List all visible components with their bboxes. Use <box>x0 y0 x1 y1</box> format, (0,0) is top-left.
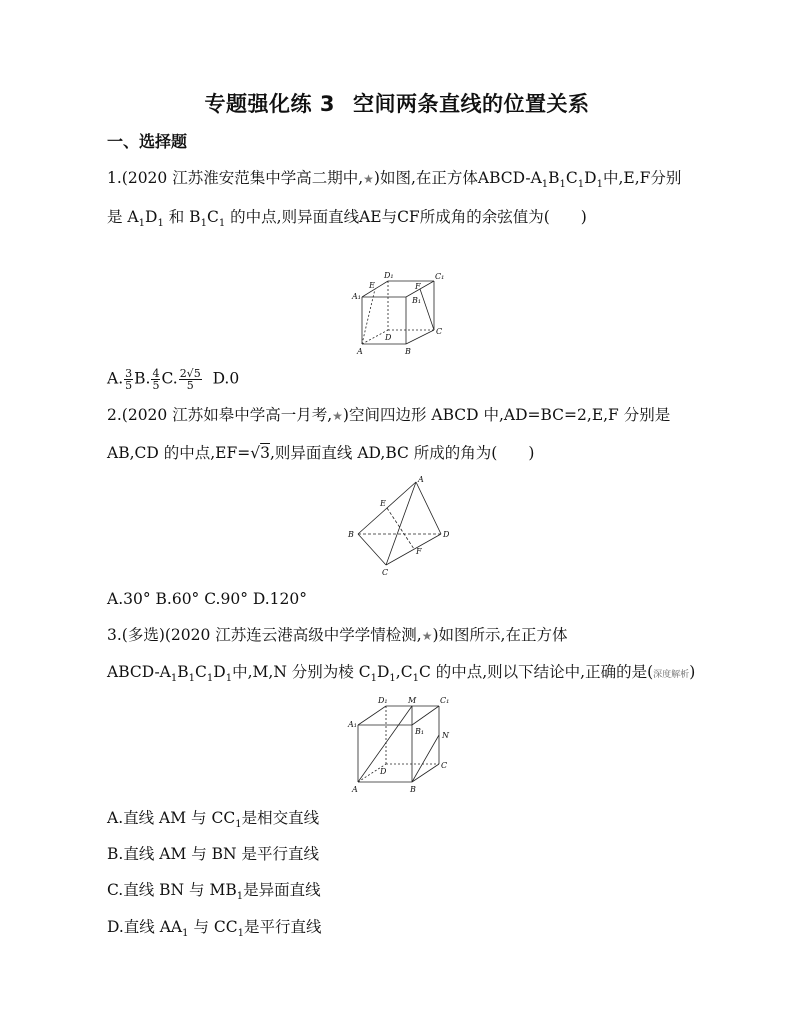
q3-label-N: N <box>442 731 449 740</box>
q1-line2b: 和 B <box>168 208 201 226</box>
q1-options <box>107 368 239 391</box>
q2-options: A.30° B.60° C.90° D.120° <box>107 590 308 608</box>
q1-b-den: 5 <box>152 379 160 392</box>
q1-label-F: F <box>415 282 421 291</box>
q3-a-pre: A.直线 AM 与 CC <box>107 809 236 827</box>
q2-stem-line1 <box>107 405 670 426</box>
q2-label-B: B <box>348 530 354 539</box>
q3-a-post: 是相交直线 <box>241 809 320 827</box>
q1-label-C1: C₁ <box>435 272 445 281</box>
q3-stem-line2: ABCD-$A_1B_1C_1D_1$中,M,N 分别为棱 $C_1D_1,C_1C$ 的中点,则以下结论中,正确的是(深度解析) <box>107 663 696 685</box>
q3-stem-pre: 3.(多选)(2020 江苏连云港高级中学学情检测, <box>107 626 422 644</box>
q1-a-den: 5 <box>125 379 133 392</box>
q3-d-post2: 是平行直线 <box>243 918 322 936</box>
q1-label-A1: A₁ <box>352 292 361 301</box>
q1-b-num: 4 <box>152 367 160 380</box>
q1-label-E: E <box>369 281 375 290</box>
q1-stem-line1: 1.(2020 江苏淮安范集中学高二期中,★)如图,在正方体ABCD-$A_1B_1C_1D_1$中,E,F分别 <box>107 169 682 191</box>
q2-label-D: D <box>443 530 450 539</box>
q1-option-c: C. <box>161 369 178 388</box>
difficulty-star-icon: ★ <box>332 409 343 423</box>
page-title <box>0 88 794 118</box>
q3-deep-analysis-note: 深度解析 <box>653 670 690 680</box>
q3-c-sub: 1 <box>236 891 244 903</box>
q2-line2a: AB,CD 的中点,EF= <box>107 444 251 462</box>
q3-option-b <box>107 844 319 864</box>
q1-cube-figure <box>348 268 448 360</box>
q3-label-A: A <box>352 785 358 794</box>
q1-stem-line2: 是 $A_1D_1$ 和 $B_1C_1$ 的中点,则异面直线AE与CF所成角的余弦值为( ) <box>107 208 587 230</box>
q2-label-E: E <box>380 499 386 508</box>
section-heading: 一、选择题 <box>107 132 188 151</box>
q3-option-c <box>107 880 321 907</box>
q3-a-sub: 1 <box>235 819 242 831</box>
q3-b-pre: B.直线 AM 与 BN 是平行直线 <box>107 845 320 863</box>
q2-label-A: A <box>418 475 424 484</box>
q1-label-D1: D₁ <box>384 271 394 280</box>
q2-stem-line2: AB,CD 的中点,EF=√3,则异面直线 AD,BC 所成的角为( ) <box>107 444 535 462</box>
q3-label-C1: C₁ <box>440 696 450 705</box>
q3-d-sub2: 1 <box>237 928 244 940</box>
q2-tetrahedron-figure <box>344 474 456 578</box>
q2-stem-post: )空间四边形 ABCD 中,AD=BC=2,E,F 分别是 <box>342 406 671 424</box>
q1-a-num: 3 <box>125 367 133 380</box>
q3-line2c: ,C <box>395 663 413 681</box>
q3-line2e: ) <box>689 663 696 681</box>
difficulty-star-icon: ★ <box>363 172 374 186</box>
q3-label-D1: D₁ <box>378 696 388 705</box>
title-left: 专题强化练 3 <box>204 92 335 116</box>
q1-stem-pre: 1.(2020 江苏淮安范集中学高二期中, <box>107 169 364 187</box>
q3-d-sub: 1 <box>182 928 189 940</box>
q2-label-C: C <box>382 568 389 577</box>
q2-stem-pre: 2.(2020 江苏如皋中学高一月考, <box>107 406 333 424</box>
q3-label-A1: A₁ <box>348 720 357 729</box>
q3-c-pre: C.直线 BN 与 MB <box>107 881 237 899</box>
q2-sqrt-value: 3 <box>260 444 270 462</box>
q3-label-B: B <box>410 785 416 794</box>
q1-c-num: 2√5 <box>179 367 201 380</box>
q3-stem-post: )如图所示,在正方体 <box>432 626 568 644</box>
q1-label-B1: B₁ <box>412 296 422 305</box>
q1-label-A: A <box>357 347 363 356</box>
q3-label-M: M <box>408 696 417 705</box>
q3-label-D: D <box>380 767 387 776</box>
q3-label-B1: B₁ <box>415 727 425 736</box>
q1-stem-post: )如图,在正方体ABCD-A <box>373 169 542 187</box>
q1-label-B: B <box>405 347 411 356</box>
q3-cube-figure <box>344 694 452 794</box>
q1-label-D: D <box>385 333 392 342</box>
title-right: 空间两条直线的位置关系 <box>352 92 590 116</box>
q1-option-b: B. <box>134 369 151 388</box>
q2-label-F: F <box>416 547 422 556</box>
q3-d-post: 与 CC <box>193 918 238 936</box>
q3-option-a <box>107 808 319 835</box>
q1-option-a: A. <box>107 369 124 388</box>
q3-line2d: C 的中点,则以下结论中,正确的是( <box>418 663 654 681</box>
difficulty-star-icon: ★ <box>421 629 433 643</box>
q2-line2b: ,则异面直线 AD,BC 所成的角为( ) <box>269 444 535 462</box>
q1-stem-rest: 中,E,F分别 <box>602 169 682 187</box>
q3-label-C: C <box>441 761 448 770</box>
q3-stem-line1 <box>107 625 567 646</box>
q1-option-d: D.0 <box>212 369 240 388</box>
q3-d-pre: D.直线 AA <box>107 918 183 936</box>
q3-line2b: 中,M,N 分别为棱 C <box>232 663 371 681</box>
q3-line2a: ABCD-A <box>107 663 171 681</box>
q1-line2a: 是 A <box>107 208 139 226</box>
q1-line2c: 的中点,则异面直线AE与CF所成角的余弦值为( ) <box>230 208 587 226</box>
q3-c-post: 是异面直线 <box>243 881 321 899</box>
q3-option-d <box>107 917 321 944</box>
q1-c-den: 5 <box>186 379 194 392</box>
q1-label-C: C <box>436 327 443 336</box>
